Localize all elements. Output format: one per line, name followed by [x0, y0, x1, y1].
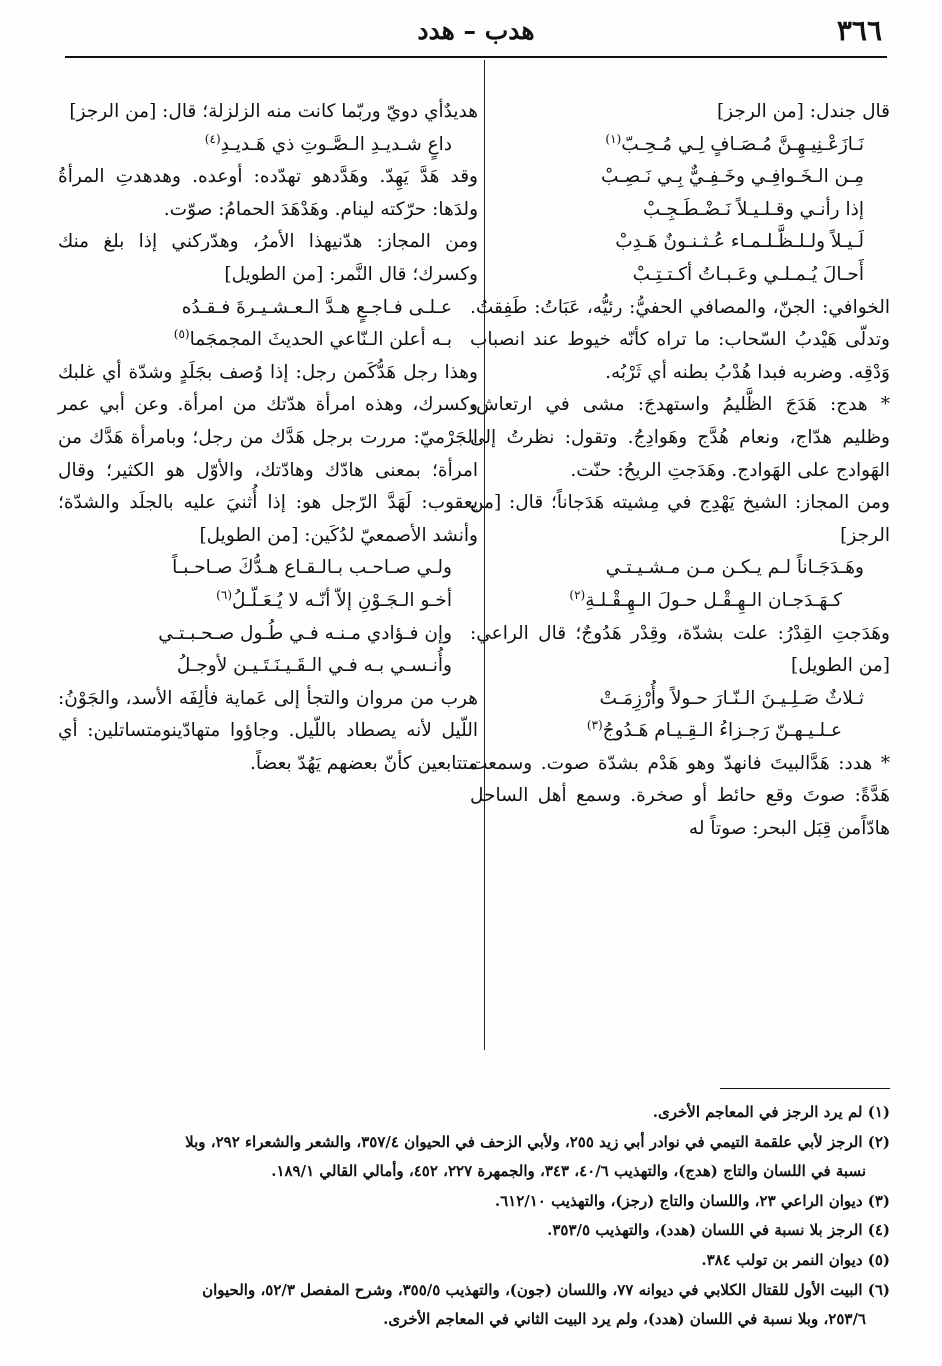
entry-paragraph: هرب من مروان والتجأ إلى عَماية فألِفَه الأسد، والجَوْنُ: اللّيل لأنه يصطاد باللّيل. وجاؤوا متهادّينومتساتلين: أي متتابعين كأنّ بعضهم يَهُدّ بعضاً. — [58, 687, 478, 774]
footnote-reference: (٢) — [569, 587, 586, 602]
footnote-reference: (٤) — [204, 131, 221, 146]
verse-line — [470, 226, 890, 259]
verse-text: داعٍ شـديـدِ الـصَّـوتِ ذي هَـديـدِ — [220, 133, 452, 155]
verse-text: مِـن الـخَـوافِـي وخَـفِـيٌّ بِـي نَـصِـبْ — [600, 166, 864, 188]
verse-text: ثـلاثٌ صَـلِـيـنَ الـنّـارَ حـولاً وأُرْزِمَـتْ — [599, 687, 864, 709]
verse-text: عـلـى فـاجـعٍ هـدَّ الـعـشـيـرةَ فـقـدُه — [181, 296, 452, 318]
entry-paragraph: الخوافي: الجنّ، والمصافي الحفيُّ: رئيُّه، عَبَاتُ: طَفِقتُ. وتدلّى هَيْدبُ السّحاب: ما تراه كأنّه خيوط عند انصباب وَدْقِه. وضربه فبدا هُدْبُ بطنه أي ثَرْبُه. — [470, 296, 890, 383]
header-rule — [65, 56, 887, 58]
verse-text: نَـازَعْـنِيـهِـنَّ مُـصَـافٍ لِـي مُـحِـبّ — [621, 133, 864, 155]
entry-paragraph: * هدد: هَدَّالبيتَ فانهدّ وهو هَدْم بشدّة صوت. وسمعت هَدَّةً: صوتَ وقع حائط أو صخرة. وسمع أهل الساحل هادّاًمن قِبَل البحر: صوتاً له — [470, 752, 890, 840]
verse-line — [470, 194, 890, 227]
verse-line — [58, 324, 478, 357]
verse-line — [58, 618, 478, 651]
footnote-line: (٣) ديوان الراعي ٢٣، واللسان والتاج (رجز)، والتهذيب ٦١٢/١٠. — [494, 1191, 890, 1210]
verse-text: بـه أعلن الـنّاعي الحديثَ المجمجَما — [189, 329, 452, 351]
footnote-line: نسبة في اللسان والتاج (هدج)، والتهذيب ٤٠/٦، ٣٤٣، والجمهرة ٢٢٧، ٤٥٢، وأمالي القالي ١٨٩/١. — [271, 1162, 866, 1181]
verse-text: إذا رأنـي وقـلـيـلاً نَـضْـطَـجِـبْ — [642, 198, 864, 220]
footnotes — [55, 1098, 890, 1335]
footnote-reference: (٥) — [173, 327, 190, 341]
footnote-reference: (٦) — [216, 587, 232, 602]
footnote-rule — [720, 1088, 890, 1089]
entry-paragraph: وقد هَدَّ يَهِدّ. وهَدَّدهو تهدّده: أوعده. وهدهدتِ المرأةُ ولدَها: حرّكته لينام. وهَدْهَدَ الحمامُ: صوّت. — [58, 166, 478, 220]
verse-text: وإن فـؤادي مـنـه فـي طُـول صـحـبـتـي — [158, 622, 452, 644]
footnote-line: (٢) الرجز لأبي علقمة التيمي في نوادر أبي زيد ٢٥٥، ولأبي الزحف في الحيوان ٣٥٧/٤، والشعر والشعراء ٢٩٢، وبلا — [185, 1132, 890, 1151]
verse-line — [58, 650, 478, 683]
verse-line — [470, 715, 890, 748]
footnote-line: (٦) البيت الأول للقتال الكلابي في ديوانه ٧٧، واللسان (جون)، والتهذيب ٣٥٥/٥، وشرح المفصل ٥٢/٣، والحيوان — [202, 1280, 890, 1299]
page-header — [70, 14, 882, 54]
footnote-line: (١) لم يرد الرجز في المعاجم الأخرى. — [652, 1103, 890, 1121]
entry-paragraph: هديدٌأي دويّ وربّما كانت منه الزلزلة؛ قال: [من الرجز] — [69, 101, 478, 122]
entry-paragraph: وهذا رجل هَدُّكَمن رجل: إذا وُصف بجَلَدٍ وشدّة أي غلبك وكسرك، وهذه امرأة هدّتك من امرأة. وعن أبي عمر الجَرْميّ: مررت برجل هَدَّك من رجل؛ وبامرأة هَدَّك من امرأة؛ بمعنى هادّك وهادّتك، والأوّل هو الكثير؛ وقال يعقوب: لَهَدَّ الرّجل هو: إذا أُثنيَ عليه بالجلَد والشدّة؛ وأنشد الأصمعيّ لدُكَين: [من الطويل] — [58, 361, 478, 546]
entry-paragraph: * هدج: هَدَجَ الظَّليمُ واستهدجَ: مشى في ارتعاش، وظليم هدّاج، ونعام هُدَّج وهَوادِجُ. وتقول: نظرتُ إلى الهَوادج على الهَوادج. وهَدَجتِ الريحُ: حنّت. — [470, 394, 890, 481]
verse-line — [470, 683, 890, 716]
verse-text: كـهَـدَجـان الـهِـقْـل حـولَ الـهِـقْـلـةِ — [585, 589, 842, 611]
verse-line — [470, 259, 890, 292]
entry-paragraph: ومن المجاز: الشيخ يَهْدِج في مِشيته هَدَجاناً؛ قال: [من الرجز] — [470, 492, 890, 546]
verse-text: عـلـيـهـنّ رَجـزاءُ الـقِـيـام هَـدُوجُ — [602, 720, 842, 742]
entry-paragraph: قال جندل: [من الرجز] — [716, 101, 890, 122]
verse-line — [470, 585, 890, 618]
verse-line — [58, 292, 478, 325]
verse-text: وهَـدَجَـاناً لـم يـكـن مـن مـشـيـتـي — [605, 557, 864, 579]
verse-text: ولـي صـاحـب بـالـقـاع هـدُّكَ صـاحـبـاً — [172, 557, 452, 579]
verse-text: لَـيـلاً ولـلـظَّـلـمـاء عُـثـنـونٌ هَـدِبْ — [615, 231, 864, 253]
page-number: ٣٦٦ — [836, 14, 882, 47]
verse-line — [470, 552, 890, 585]
right-column — [470, 96, 890, 846]
verse-line — [470, 161, 890, 194]
entry-paragraph: ومن المجاز: هدّنيهذا الأمرُ، وهدّركني إذا بلغ منك وكسرك؛ قال النَّمر: [من الطويل] — [58, 231, 478, 285]
verse-line — [58, 585, 478, 618]
left-column — [58, 96, 478, 780]
verse-text: أَحـالَ يُـمـلـي وعَـبـاتُ أكـتـتِـبْ — [632, 263, 864, 285]
footnote-line: (٥) ديوان النمر بن تولب ٣٨٤. — [701, 1250, 890, 1269]
footnote-reference: (٣) — [586, 718, 603, 733]
running-head: هدب – هدد — [417, 16, 535, 45]
entry-paragraph: وهَدَجتِ القِدْرُ: علت بشدّة، وقِدْر هَدُوجٌ؛ قال الراعي: [من الطويل] — [470, 622, 890, 677]
verse-text: أخـو الـجَـوْنِ إلاّ أنّـه لا يُـعَـلّـلُ — [232, 589, 452, 611]
verse-line — [58, 552, 478, 585]
footnote-line: ٢٥٣/٦، وبلا نسبة في اللسان (هدد)، ولم يرد البيت الثاني في المعاجم الأخرى. — [383, 1310, 866, 1329]
verse-line — [470, 129, 890, 162]
verse-line — [58, 129, 478, 162]
footnote-line: (٤) الرجز بلا نسبة في اللسان (هدد)، والتهذيب ٣٥٣/٥. — [547, 1221, 890, 1240]
footnote-reference: (١) — [605, 131, 622, 146]
verse-text: وأُنـسـي بـه فـي الـقَـيـنَـتَـيـن لأوجـلُ — [176, 655, 452, 677]
